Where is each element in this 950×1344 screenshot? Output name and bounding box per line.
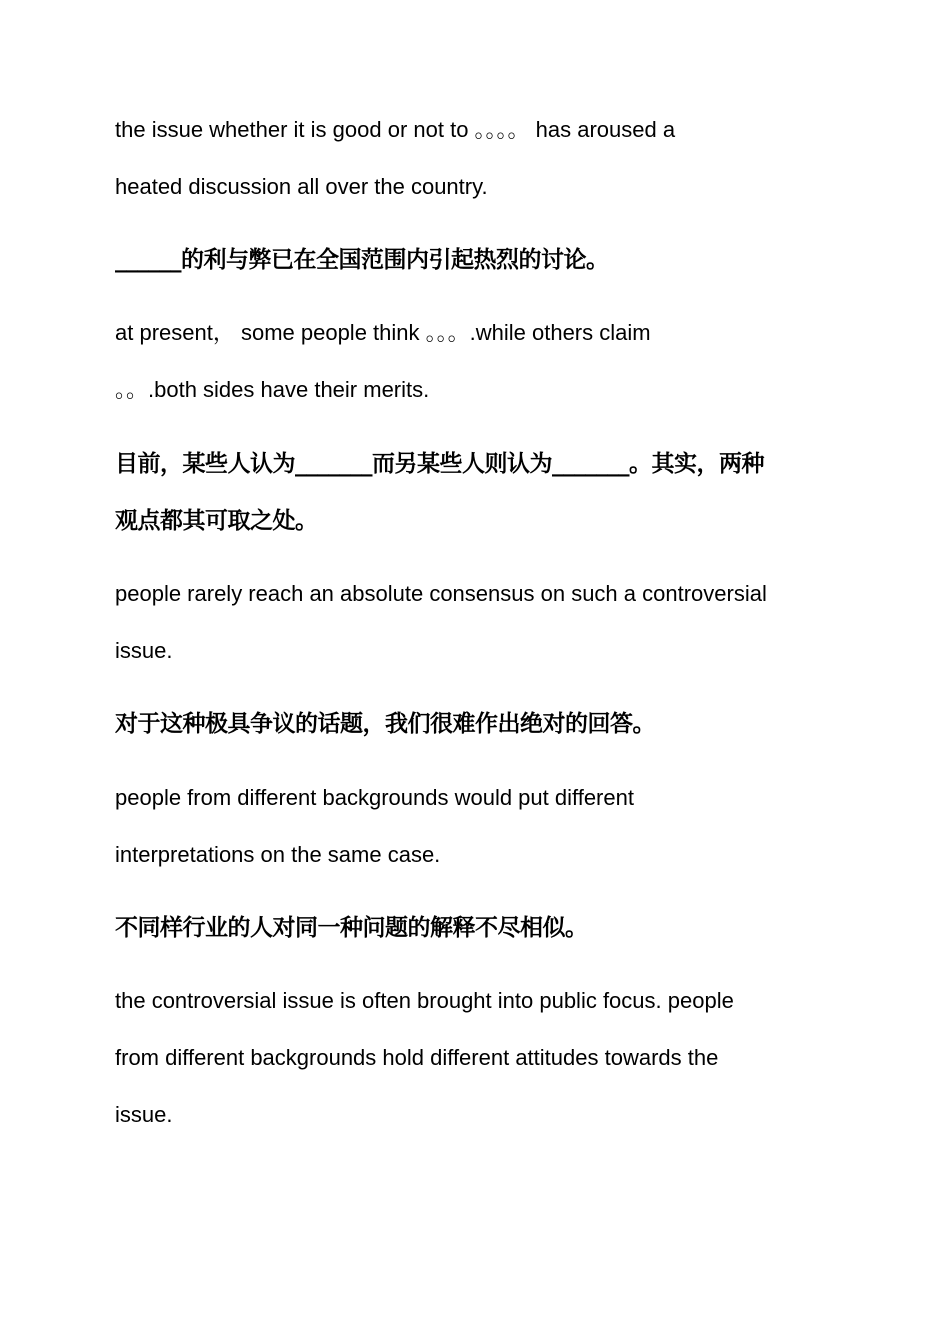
chinese-line-2: 目前，某些人认为_______而另某些人则认为_______。其实，两种 [115,451,764,477]
english-line-7: people from different backgrounds would put different [115,785,634,810]
chinese-line-4: 对于这种极具争议的话题，我们很难作出绝对的回答。 [115,711,655,737]
english-line-6: issue. [115,638,173,663]
chinese-line-5: 不同样行业的人对同一种问题的解释不尽相似。 [115,915,588,941]
english-line-10: from different backgrounds hold different attitudes towards the [115,1045,719,1070]
english-line-4: 。。.both sides have their merits. [115,377,430,402]
english-line-2: heated discussion all over the country. [115,174,488,199]
english-line-8: interpretations on the same case. [115,842,441,867]
english-line-11: issue. [115,1102,173,1127]
english-line-9: the controversial issue is often brought into public focus. people [115,988,734,1013]
chinese-line-1: ______的利与弊已在全国范围内引起热烈的讨论。 [115,247,609,273]
english-line-1: the issue whether it is good or not to 。。。。 has aroused a [115,117,676,142]
english-line-5: people rarely reach an absolute consensus on such a controversial [115,581,767,606]
english-line-3: at present， some people think 。。。.while others claim [115,320,651,345]
chinese-line-3: 观点都其可取之处。 [115,508,318,534]
